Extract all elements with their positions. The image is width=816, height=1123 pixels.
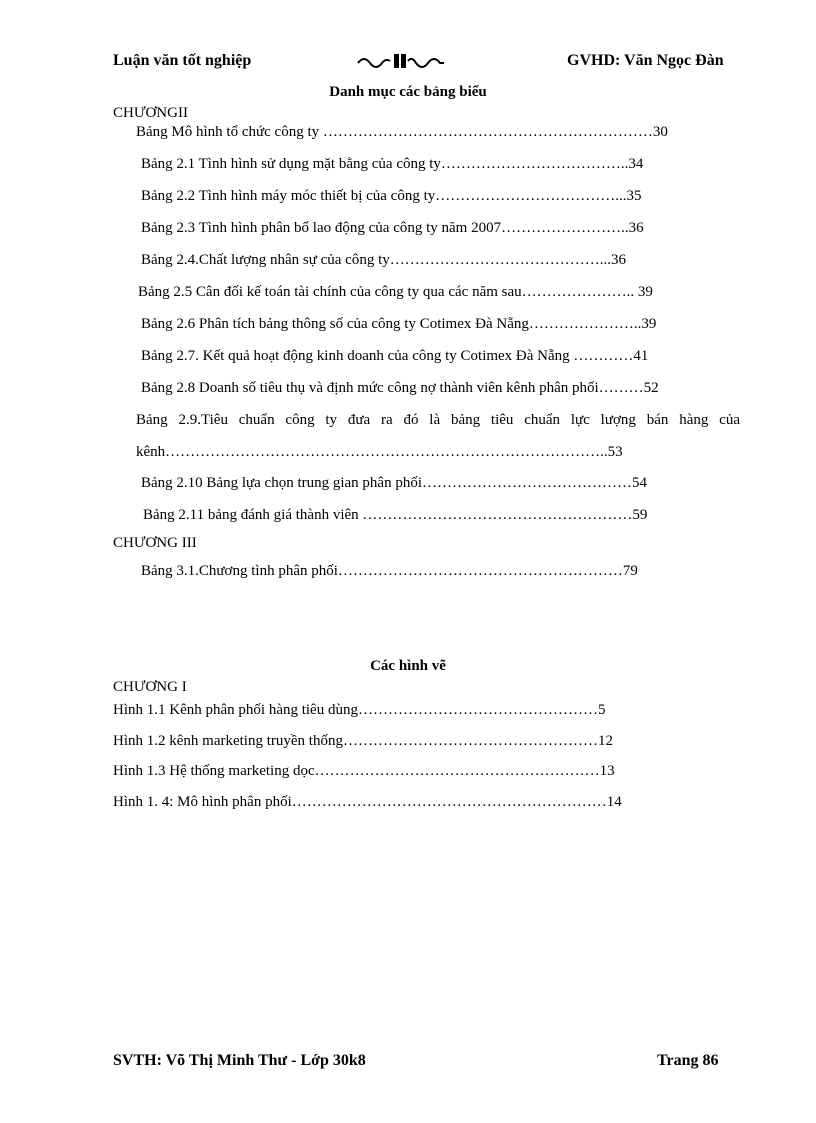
toc-entry: Bảng 2.1 Tình hình sử dụng mặt bằng của công ty………………………………..34 (141, 156, 644, 172)
chapter-2-heading: CHƯƠNGII (113, 105, 188, 121)
chapter-3-heading: CHƯƠNG III (113, 535, 197, 551)
toc-entry: Bảng Mô hình tổ chức công ty …………………………………………………………30 (136, 124, 668, 140)
chapter-1-heading: CHƯƠNG I (113, 679, 187, 695)
toc-entry: Bảng 2.6 Phân tích bảng thông số của công ty Cotimex Đà Nẵng…………………..39 (141, 316, 657, 332)
toc-entry: Bảng 3.1.Chương tình phân phối…………………………………………………79 (141, 563, 638, 579)
toc-entry: Bảng 2.8 Doanh số tiêu thụ và định mức công nợ thành viên kênh phân phối………52 (141, 380, 659, 396)
figure-entry: Hình 1.1 Kênh phân phối hàng tiêu dùng…………………………………………5 (113, 702, 606, 718)
page-number: Trang 86 (657, 1052, 719, 1069)
header-right: GVHD: Văn Ngọc Đàn (567, 52, 724, 69)
figure-entry: Hình 1. 4: Mô hình phân phối………………………………………………………14 (113, 794, 622, 810)
toc-entry: Bảng 2.2 Tình hình máy móc thiết bị của công ty………………………………...35 (141, 188, 642, 204)
toc-entry: Bảng 2.10 Bảng lựa chọn trung gian phân phối……………………………………54 (141, 475, 648, 491)
toc-entry: Bảng 2.5 Cân đối kế toán tài chính của công ty qua các năm sau………………….. 39 (138, 284, 653, 300)
toc-entry: Bảng 2.4.Chất lượng nhân sự của công ty……………………………………...36 (141, 252, 626, 268)
toc-entry: Bảng 2.11 bảng đánh giá thành viên ………………………………………………59 (143, 507, 648, 523)
figure-entry: Hình 1.3 Hệ thống marketing dọc…………………………………………………13 (113, 763, 615, 779)
tables-title: Danh mục các bảng biểu (329, 84, 487, 100)
figures-title: Các hình vẽ (370, 658, 446, 674)
header-left: Luận văn tốt nghiệp (113, 52, 252, 69)
footer-student: SVTH: Võ Thị Minh Thư - Lớp 30k8 (113, 1052, 366, 1069)
toc-entry: Bảng 2.7. Kết quả hoạt động kinh doanh của công ty Cotimex Đà Nẵng …………41 (141, 348, 649, 364)
toc-entry-wrapped: Bảng 2.9.Tiêu chuẩn công ty đưa ra đó là bảng tiêu chuẩn lực lượng bán hàng của kênh……………………………………………………………………………..53 (136, 412, 740, 460)
figure-entry: Hình 1.2 kênh marketing truyền thống……………………………………………12 (113, 733, 613, 749)
ornament-icon (356, 50, 446, 72)
toc-entry: Bảng 2.3 Tình hình phân bổ lao động của công ty năm 2007……………………..36 (141, 220, 644, 236)
